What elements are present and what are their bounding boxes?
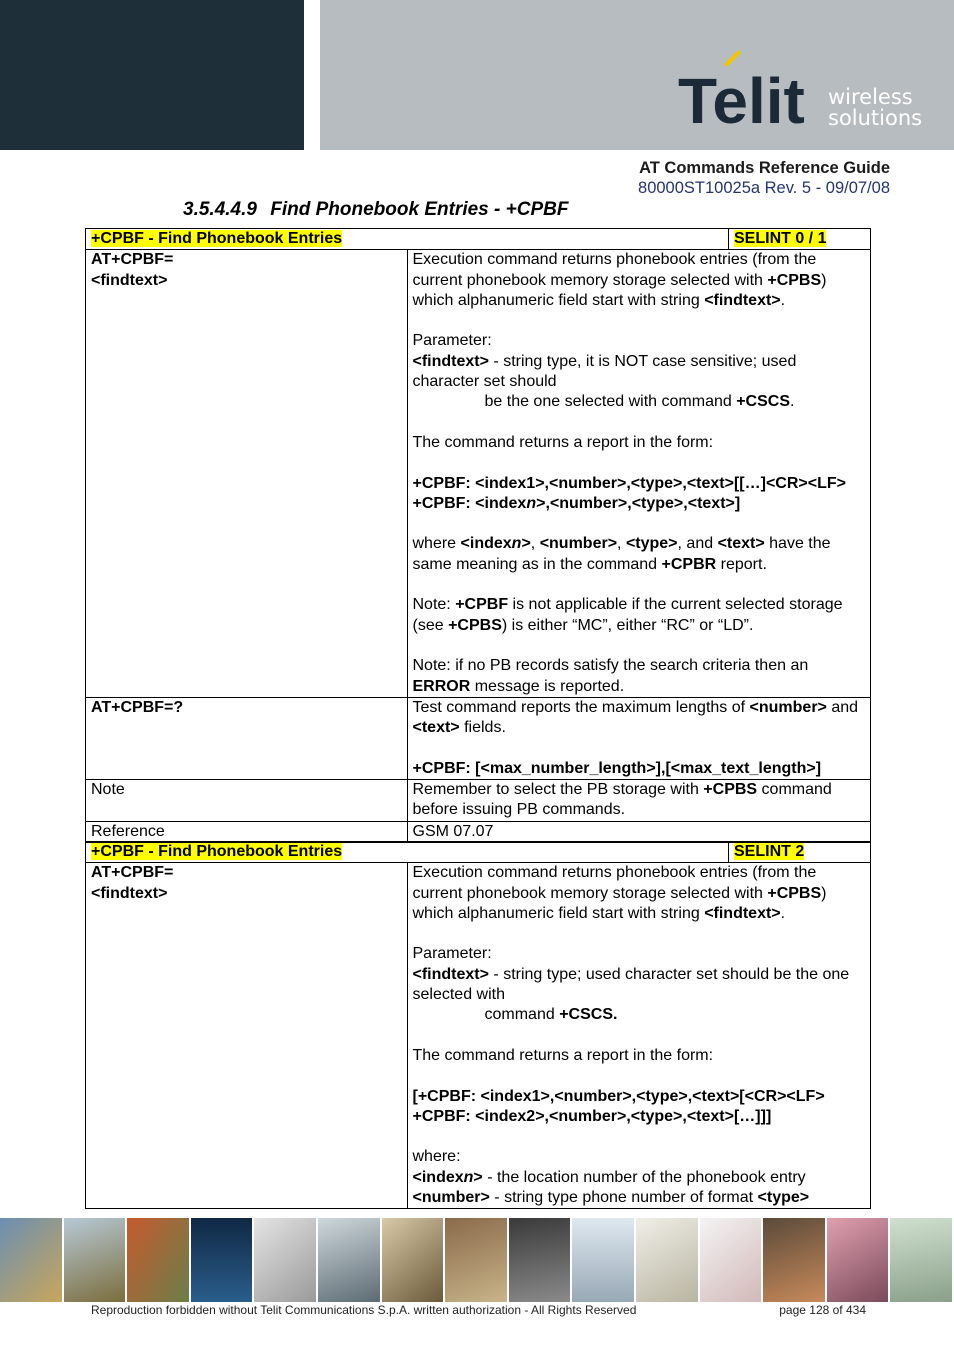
where-number: <number> - string type phone number of format <type> (412, 1189, 810, 1207)
report-line: +CPBF: <index1>,<number>,<type>,<text>[[…]<CR><LF> (412, 474, 846, 492)
note-error: Note: if no PB records satisfy the search criteria then an ERROR message is reported. (412, 657, 809, 695)
where-index: <indexn> - the location number of the phonebook entry (412, 1168, 806, 1186)
logo-tagline-2: solutions (828, 106, 923, 130)
table-title-cell (86, 229, 729, 250)
table-title: +CPBF - Find Phonebook Entries (91, 230, 343, 247)
execution-description: Execution command returns phonebook entries (from the current phonebook memory storage selected with +CPBS) which alphanumeric field start with string <findtext>. (412, 251, 827, 309)
footer-photo-strip (0, 1218, 954, 1302)
parameter-description-cont: be the one selected with command +CSCS. (484, 393, 795, 411)
section-number: 3.5.4.4.9 (183, 199, 257, 220)
reference-label: Reference (86, 821, 408, 842)
report-line: +CPBF: <indexn>,<number>,<type>,<text>] (412, 494, 741, 512)
parameter-description-cont: command +CSCS. (484, 1006, 618, 1024)
note-storage: Note: +CPBF is not applicable if the current selected storage (see +CPBS) is either “MC”, either “RC” or “LD”. (412, 596, 843, 634)
parameter-description: <findtext> - string type, it is NOT case sensitive; used character set should (412, 352, 797, 391)
description-cell (407, 697, 871, 779)
photo-tile (445, 1218, 509, 1302)
selint-cell (729, 229, 871, 250)
guide-title: AT Commands Reference Guide (639, 159, 890, 177)
guide-revision: 80000ST10025a Rev. 5 - 09/07/08 (638, 179, 890, 197)
selint-cell (729, 842, 871, 863)
table-header-row (86, 229, 871, 250)
photo-tile (763, 1218, 827, 1302)
parameter-label: Parameter: (412, 332, 492, 350)
photo-tile (700, 1218, 764, 1302)
note-label: Note (86, 780, 408, 822)
reference-value: GSM 07.07 (407, 821, 871, 842)
execution-description: Execution command returns phonebook entries (from the current phonebook memory storage selected with +CPBS) which alphanumeric field start with string <findtext>. (412, 864, 827, 922)
report-intro: The command returns a report in the form: (412, 433, 714, 451)
photo-tile (318, 1218, 382, 1302)
set-command-param: <findtext> (91, 271, 168, 289)
test-response: +CPBF: [<max_number_length>],[<max_text_length>] (412, 759, 822, 777)
selint-label: SELINT 2 (734, 843, 805, 860)
photo-tile (64, 1218, 128, 1302)
command-cell (86, 250, 408, 698)
photo-tile (827, 1218, 891, 1302)
photo-tile (127, 1218, 191, 1302)
logo-wordmark: Telit (678, 65, 805, 132)
parameter-label: Parameter: (412, 945, 492, 963)
set-command: AT+CPBF= (91, 864, 174, 882)
page-footer (91, 1303, 866, 1317)
command-table-selint-2 (85, 841, 871, 1209)
report-intro: The command returns a report in the form: (412, 1046, 714, 1064)
logo-tagline-1: wireless (828, 85, 913, 109)
photo-tile (0, 1218, 64, 1302)
photo-tile (191, 1218, 255, 1302)
table-title: +CPBF - Find Phonebook Entries (91, 843, 343, 860)
report-line: [+CPBF: <index1>,<number>,<type>,<text>[<CR><LF> (412, 1087, 825, 1105)
document-title-block (638, 158, 890, 198)
table-row (86, 697, 871, 779)
description-cell (407, 863, 871, 1209)
where-description: where <indexn>, <number>, <type>, and <text> have the same meaning as in the command +CPBR report. (412, 535, 831, 573)
table-row (86, 863, 871, 1209)
selint-label: SELINT 0 / 1 (734, 230, 827, 247)
test-description: Test command reports the maximum lengths of <number> and <text> fields. (412, 698, 859, 737)
set-command: AT+CPBF= (91, 251, 174, 269)
set-command-param: <findtext> (91, 884, 168, 902)
photo-tile (382, 1218, 446, 1302)
table-row (86, 250, 871, 698)
photo-tile (572, 1218, 636, 1302)
command-cell: AT+CPBF=? (86, 697, 408, 779)
section-title: Find Phonebook Entries - +CPBF (270, 199, 569, 220)
table-header-row (86, 842, 871, 863)
photo-tile (509, 1218, 573, 1302)
table-row (86, 821, 871, 842)
copyright-notice: Reproduction forbidden without Telit Communications S.p.A. written authorization - All Rights Reserved (91, 1303, 637, 1317)
command-cell (86, 863, 408, 1209)
photo-tile (254, 1218, 318, 1302)
table-row (86, 780, 871, 822)
parameter-description: <findtext> - string type; used character set should be the one selected with (412, 965, 850, 1004)
command-table-selint-0-1 (85, 228, 871, 843)
photo-tile (636, 1218, 700, 1302)
photo-tile (890, 1218, 954, 1302)
header-dark-band (0, 0, 304, 150)
report-line: +CPBF: <index2>,<number>,<type>,<text>[…]]] (412, 1107, 772, 1125)
telit-logo (676, 50, 936, 132)
table-title-cell (86, 842, 729, 863)
section-heading (183, 199, 568, 221)
description-cell (407, 250, 871, 698)
page-number: page 128 of 434 (779, 1303, 866, 1317)
note-description: Remember to select the PB storage with +CPBS command before issuing PB commands. (407, 780, 871, 822)
where-label: where: (412, 1148, 461, 1166)
